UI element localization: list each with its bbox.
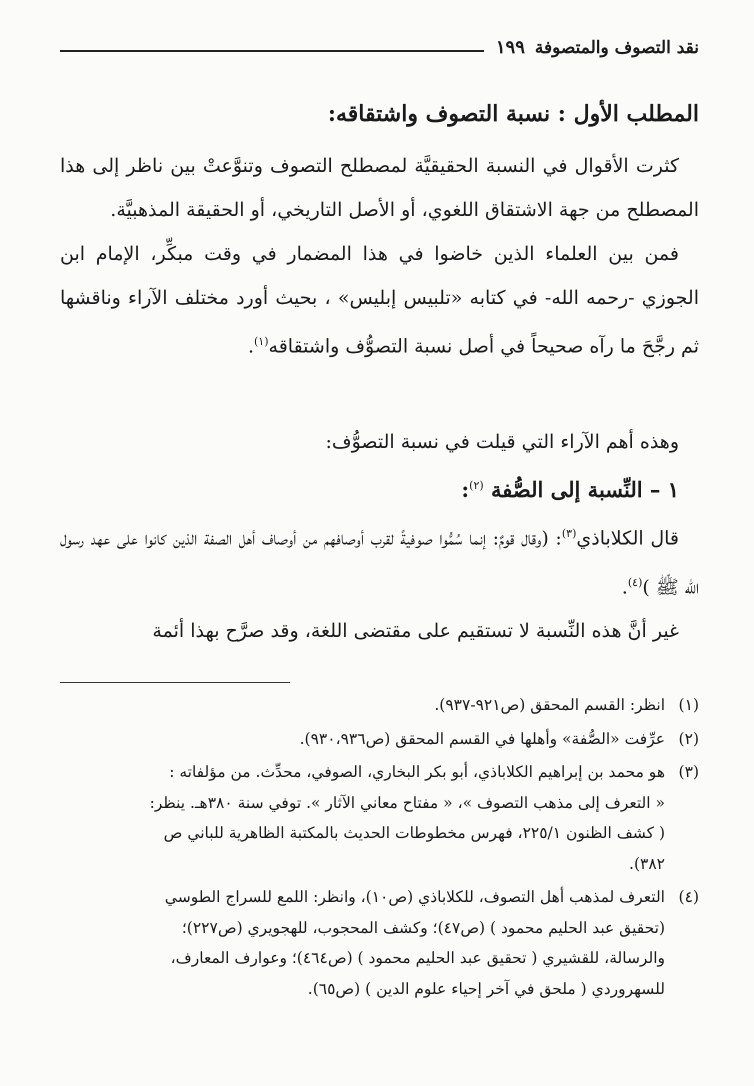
running-header [60, 30, 699, 58]
subheading-colon: : [461, 477, 470, 503]
footnote-line: ( كشف الظنون ٢٢٥/١، فهرس مخطوطات الحديث بالمكتبة الظاهرية للباني ص [163, 824, 665, 842]
footnote-ref-3[interactable]: (٣) [561, 527, 577, 541]
paragraph-2: فمن بين العلماء الذين خاضوا في هذا المضمار في وقت مبكِّر، الإمام ابن الجوزي -رحمه الله- في كتابه «تلبيس إبليس» ، بحيث أورد مختلف الآراء وناقشها ثم رجَّحَ ما رآه صحيحاً في أصل نسبة التصوُّف واشتقاقه$^{(١)}$. [60, 243, 699, 358]
footnote-line: هو محمد بن إبراهيم الكلاباذي، أبو بكر البخاري، الصوفي، محدِّث. من مؤلفاته : [169, 763, 665, 781]
paragraph-3: وهذه أهم الآراء التي قيلت في نسبة التصوُّف: [325, 431, 679, 454]
footnote-ref-4[interactable]: (٤) [627, 575, 643, 589]
footnote-separator [60, 682, 290, 683]
header-title: نقد التصوف والمتصوفة [534, 38, 699, 58]
subheading-text: ١ – النِّسبة إلى الصُّفة [491, 477, 679, 503]
page-number: ١٩٩ [495, 37, 525, 58]
paragraph-gap [60, 368, 699, 420]
paragraph-4-end: . [621, 575, 628, 598]
footnote-text [60, 757, 665, 879]
paragraph-1: كثرت الأقوال في النسبة الحقيقيَّة لمصطلح التصوف وتنوَّعتْ بين ناظر إلى هذا المصطلح من جهة الاشتقاق اللغوي، أو الأصل التاريخي، أو الحقيقة المذهبيَّة. [60, 155, 699, 221]
footnote-ref-1[interactable]: (١) [254, 335, 269, 348]
footnote-4 [60, 882, 699, 1004]
footnote-number: (٤) [678, 888, 699, 906]
paragraph-4 [60, 512, 699, 609]
footnote-line: عرِّفت «الصُّفة» وأهلها في القسم المحقق (ص٩٣٠،٩٣٦). [299, 729, 665, 748]
main-text [60, 96, 699, 653]
footnote-line: ٣٨٢). [629, 854, 665, 873]
footnote-2 [60, 724, 699, 755]
footnote-text [60, 690, 665, 721]
paragraph-2-text: فمن بين العلماء الذين خاضوا في هذا المضمار في وقت مبكِّر، الإمام ابن الجوزي -رحمه الله- في كتابه «تلبيس إبليس» ، بحيث أورد مختلف الآراء وناقشها ثم رجَّحَ ما رآه صحيحاً في أصل نسبة التصوُّف واشتقاقه [60, 243, 699, 358]
subheading-suffa [60, 464, 699, 512]
footnote-line: والرسالة، للقشيري ( تحقيق عبد الحليم محمود ) (ص٤٦٤)؛ وعوارف المعارف، [170, 949, 665, 967]
footnote-number: (١) [678, 696, 699, 714]
footnote-line: انظر: القسم المحقق (ص٩٢١-٩٣٧). [434, 696, 665, 714]
footnote-line: (تحقيق عبد الحليم محمود ) (ص٤٧)؛ وكشف المحجوب، للهجويري (ص٢٢٧)؛ [181, 918, 665, 937]
footnote-1 [60, 690, 699, 721]
footnote-line: « التعرف إلى مذهب التصوف »، « مفتاح معاني الآثار ». توفي سنة ٣٨٠هـ. ينظر: [149, 793, 665, 812]
footnote-text [60, 724, 665, 755]
paragraph-4-lead: قال الكلاباذي [576, 527, 679, 550]
paragraph-5: غير أنَّ هذه النِّسبة لا تستقيم على مقتضى اللغة، وقد صرَّح بهذا أئمة [152, 619, 679, 642]
footnote-3 [60, 757, 699, 879]
footnote-ref-2[interactable]: (٢) [469, 479, 484, 493]
footnotes [60, 690, 699, 1007]
footnote-text [60, 882, 665, 1004]
paragraph-4-quote: : (وقال قومٌ: إنما سُمُّوا صوفيةً لقرب أوصافهم من أوصاف أهل الصفة الذين كانوا على عهد رسول الله ﷺ ) [60, 527, 699, 598]
footnote-number: (٢) [678, 729, 699, 748]
footnote-line: للسهروردي ( ملحق في آخر إحياء علوم الدين ) (ص٦٥). [307, 979, 665, 998]
section-title: المطلب الأول : نسبة التصوف واشتقاقه: [327, 101, 699, 127]
footnote-line: التعرف لمذهب أهل التصوف، للكلاباذي (ص١٠)، وانظر: اللمع للسراج الطوسي [164, 888, 665, 906]
header-title-group [496, 37, 699, 58]
header-rule [60, 50, 484, 52]
footnote-number: (٣) [678, 763, 699, 781]
